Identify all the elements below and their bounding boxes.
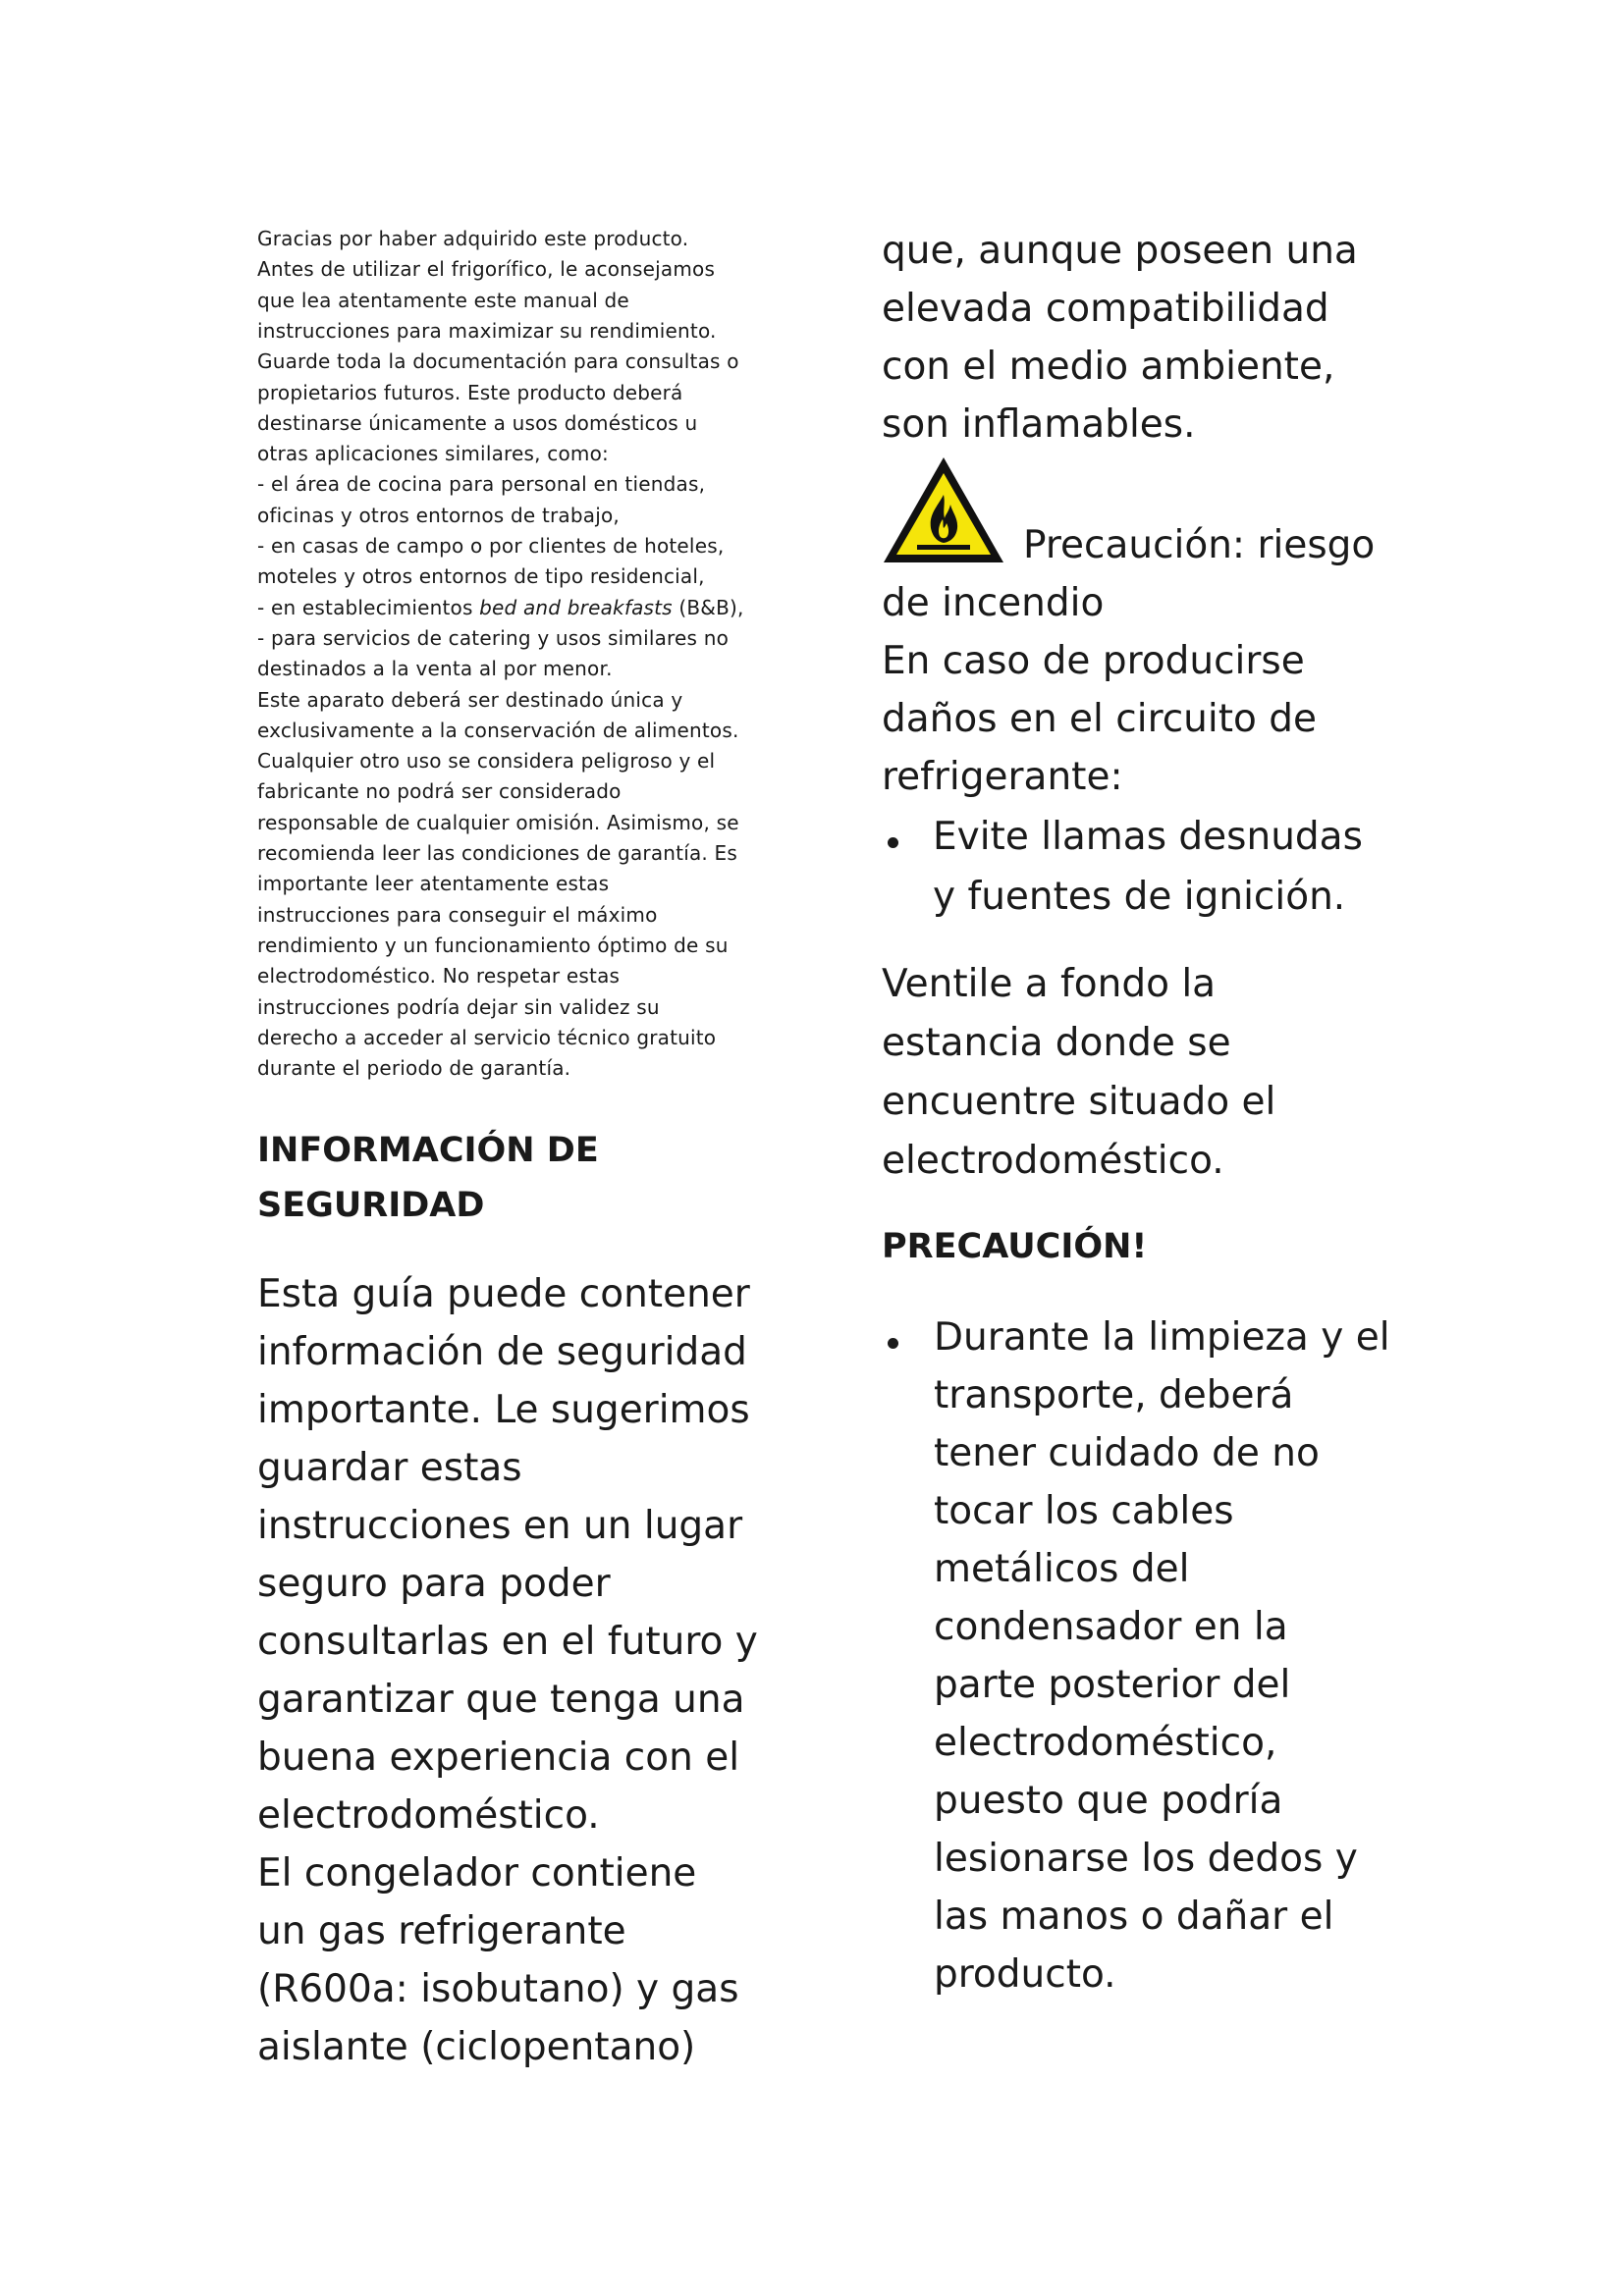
intro-line: responsable de cualquier omisión. Asimismo, se xyxy=(257,811,739,834)
bullet2-line: las manos o dañar el xyxy=(934,1895,1334,1939)
safety-line: (R600a: isobutano) y gas xyxy=(257,1967,739,2011)
safety-line: instrucciones en un lugar xyxy=(257,1504,743,1548)
intro-line: destinarse únicamente a usos domésticos u xyxy=(257,411,698,435)
intro-line: Guarde toda la documentación para consultas o xyxy=(257,349,739,373)
bullet2-line: transporte, deberá xyxy=(934,1373,1294,1417)
intro-line: fabricante no podrá ser considerado xyxy=(257,779,622,803)
safety-line: buena experiencia con el xyxy=(257,1735,740,1780)
intro-line: - para servicios de catering y usos similares no xyxy=(257,626,730,650)
intro-line-bnb xyxy=(257,596,744,619)
safety-line: garantizar que tenga una xyxy=(257,1678,745,1722)
intro-line: Cualquier otro uso se considera peligroso y el xyxy=(257,749,716,773)
intro-line: Este aparato deberá ser destinado única y xyxy=(257,688,683,712)
intro-line: otras aplicaciones similares, como: xyxy=(257,442,609,465)
bullet1-line: Evite llamas desnudas xyxy=(933,815,1363,859)
safety-line: importante. Le sugerimos xyxy=(257,1388,750,1432)
continuation-line: que, aunque poseen una xyxy=(882,229,1358,273)
bullet2-line: tocar los cables xyxy=(934,1489,1234,1533)
intro-line: derecho a acceder al servicio técnico gratuito xyxy=(257,1026,717,1049)
caution-title: Precaución: riesgo xyxy=(1023,523,1376,567)
intro-line: instrucciones para conseguir el máximo xyxy=(257,903,658,927)
damage-line: En caso de producirse xyxy=(882,639,1305,683)
safety-line: información de seguridad xyxy=(257,1330,747,1374)
intro-line-text: - en establecimientos xyxy=(257,596,480,619)
bullet1-line: y fuentes de ignición. xyxy=(933,875,1346,919)
bullet2-line: condensador en la xyxy=(934,1605,1288,1649)
intro-line: Gracias por haber adquirido este producto. xyxy=(257,227,689,250)
intro-line: Antes de utilizar el frigorífico, le aconsejamos xyxy=(257,257,716,281)
safety-line: guardar estas xyxy=(257,1446,522,1490)
intro-line: propietarios futuros. Este producto deberá xyxy=(257,381,683,404)
intro-line: exclusivamente a la conservación de alimentos. xyxy=(257,719,739,742)
safety-line: electrodoméstico. xyxy=(257,1793,600,1838)
section-heading-line1: INFORMACIÓN DE xyxy=(257,1131,599,1170)
intro-line: - en casas de campo o por clientes de hoteles, xyxy=(257,534,725,558)
safety-line: aislante (ciclopentano) xyxy=(257,2025,696,2069)
intro-line: recomienda leer las condiciones de garantía. Es xyxy=(257,841,737,865)
section-heading-line2: SEGURIDAD xyxy=(257,1186,485,1225)
bnb-italic: bed and breakfasts xyxy=(479,596,673,619)
intro-line: durante el periodo de garantía. xyxy=(257,1056,571,1080)
bullet2-line: parte posterior del xyxy=(934,1663,1291,1707)
intro-line: rendimiento y un funcionamiento óptimo de su xyxy=(257,934,729,957)
bullet2-line: producto. xyxy=(934,1952,1116,1997)
caution-title-cont: de incendio xyxy=(882,581,1105,625)
safety-line: El congelador contiene xyxy=(257,1851,697,1896)
damage-line: refrigerante: xyxy=(882,755,1123,799)
bullet2-line: tener cuidado de no xyxy=(934,1431,1320,1475)
intro-line: instrucciones podría dejar sin validez su xyxy=(257,995,660,1019)
bnb-suffix: (B&B), xyxy=(672,596,744,619)
damage-line: daños en el circuito de xyxy=(882,697,1318,741)
bullet2-line: puesto que podría xyxy=(934,1779,1283,1823)
safety-line: Esta guía puede contener xyxy=(257,1272,750,1316)
ventilate-line: Ventile a fondo la xyxy=(882,962,1217,1006)
flame-base xyxy=(917,545,970,550)
intro-line: moteles y otros entornos de tipo residencial, xyxy=(257,564,705,588)
fire-warning-triangle-icon xyxy=(880,454,1007,566)
continuation-line: son inflamables. xyxy=(882,402,1196,447)
ventilate-line: estancia donde se xyxy=(882,1021,1231,1065)
intro-line: instrucciones para maximizar su rendimiento. xyxy=(257,319,717,343)
ventilate-line: encuentre situado el xyxy=(882,1080,1276,1124)
continuation-line: con el medio ambiente, xyxy=(882,345,1335,389)
intro-line: electrodoméstico. No respetar estas xyxy=(257,964,621,988)
intro-line: importante leer atentamente estas xyxy=(257,872,610,895)
intro-line: oficinas y otros entornos de trabajo, xyxy=(257,504,620,527)
ventilate-line: electrodoméstico. xyxy=(882,1139,1224,1183)
safety-line: un gas refrigerante xyxy=(257,1909,626,1953)
bullet-dot xyxy=(888,1338,898,1349)
bullet2-line: Durante la limpieza y el xyxy=(934,1315,1390,1360)
bullet-dot xyxy=(888,837,898,848)
intro-line: que lea atentamente este manual de xyxy=(257,289,629,312)
safety-line: seguro para poder xyxy=(257,1562,611,1606)
safety-line: consultarlas en el futuro y xyxy=(257,1620,758,1664)
bullet2-line: electrodoméstico, xyxy=(934,1721,1277,1765)
precaution-heading: PRECAUCIÓN! xyxy=(882,1227,1148,1266)
bullet2-line: lesionarse los dedos y xyxy=(934,1837,1358,1881)
bullet2-line: metálicos del xyxy=(934,1547,1190,1591)
intro-line: destinados a la venta al por menor. xyxy=(257,657,613,680)
continuation-line: elevada compatibilidad xyxy=(882,287,1329,331)
intro-line: - el área de cocina para personal en tiendas, xyxy=(257,472,706,496)
